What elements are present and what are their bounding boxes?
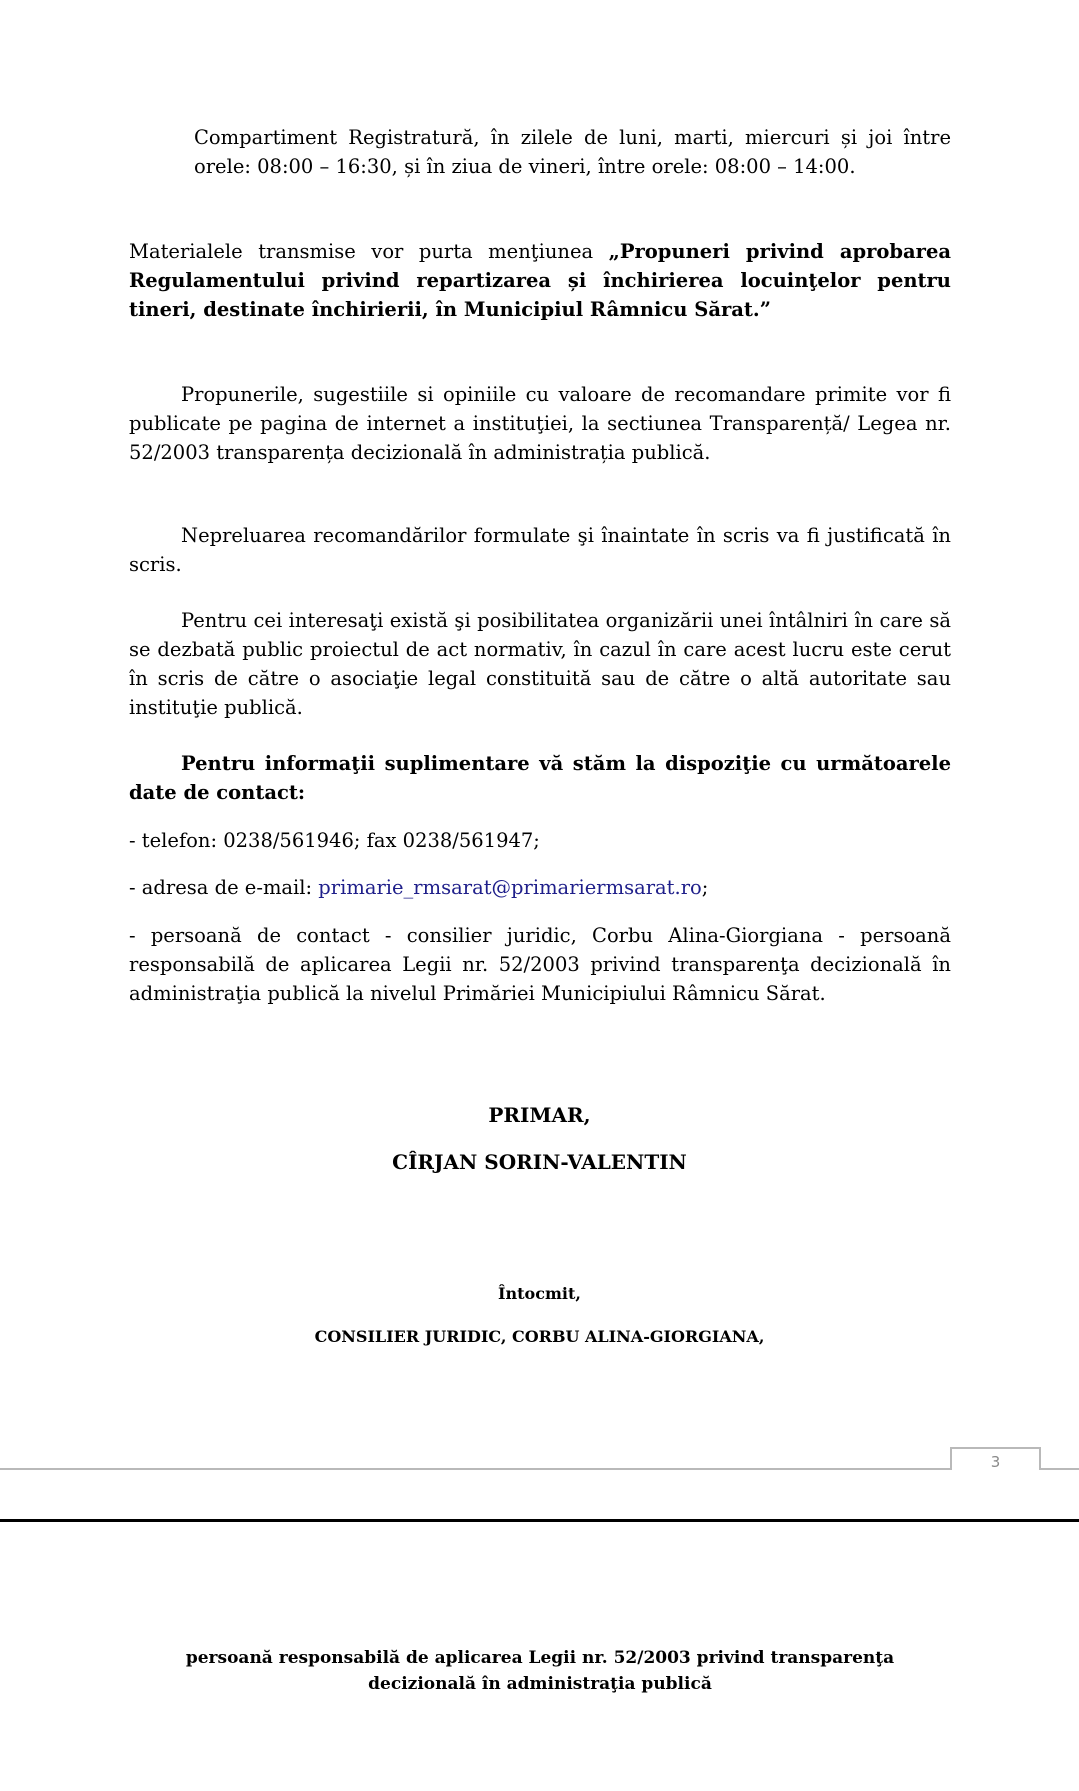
email-suffix: ; bbox=[701, 876, 709, 899]
contact-heading: Pentru informaţii suplimentare vă stăm la dispoziţie cu următoarele date de contact: bbox=[129, 752, 951, 804]
running-footer bbox=[120, 1645, 960, 1697]
footer-rule-right bbox=[1039, 1468, 1079, 1470]
registry-hours-paragraph: Compartiment Registratură, în zilele de luni, marti, miercuri și joi între orele: 08:00 – 16:30, și în ziua de vineri, între orele: 08:00 – 14:00. bbox=[194, 126, 951, 178]
prepared-by: CONSILIER JURIDIC, CORBU ALINA-GIORGIANA, bbox=[314, 1327, 765, 1346]
materials-paragraph bbox=[129, 237, 951, 324]
email-label: - adresa de e-mail: bbox=[129, 876, 319, 899]
footer-rule-left bbox=[0, 1468, 951, 1470]
page-number: 3 bbox=[950, 1447, 1041, 1470]
proposals-paragraph: Propunerile, sugestiile si opiniile cu valoare de recomandare primite vor fi publicate pe pagina de internet a instituţiei, la sectiunea Transparență/ Legea nr. 52/2003 transparența decizională în administrația publică. bbox=[129, 383, 951, 464]
page-break-rule bbox=[0, 1519, 1079, 1522]
public-meeting-paragraph: Pentru cei interesaţi există şi posibilitatea organizării unei întâlniri în care să se dezbată public proiectul de act normativ, în cazul în care acest lucru este cerut în scris de către o asociaţie legal constituită sau de către o altă autoritate sau instituţie publică. bbox=[129, 609, 951, 719]
phone-fax-line: - telefon: 0238/561946; fax 0238/561947; bbox=[129, 829, 540, 852]
non-adoption-paragraph: Nepreluarea recomandărilor formulate şi înaintate în scris va fi justificată în scris. bbox=[129, 524, 951, 576]
materials-prefix: Materialele transmise vor purta menţiunea bbox=[129, 240, 609, 263]
prepared-label: Întocmit, bbox=[498, 1284, 581, 1303]
mayor-title: PRIMAR, bbox=[488, 1103, 591, 1127]
footer-line-2: decizională în administraţia publică bbox=[368, 1674, 712, 1694]
contact-person-paragraph: - persoană de contact - consilier juridic, Corbu Alina-Giorgiana - persoană responsabilă de aplicarea Legii nr. 52/2003 privind transparenţa decizională în administraţia publică la nivelul Primăriei Municipiului Râmnicu Sărat. bbox=[129, 924, 951, 1005]
footer-line-1: persoană responsabilă de aplicarea Legii nr. 52/2003 privind transparenţa bbox=[185, 1648, 895, 1668]
mayor-name: CÎRJAN SORIN-VALENTIN bbox=[392, 1150, 687, 1174]
email-link[interactable]: primarie_rmsarat@primariermsarat.ro bbox=[318, 876, 702, 899]
email-line bbox=[129, 873, 951, 902]
materials-subject: „Propuneri privind aprobarea Regulamentului privind repartizarea și închirierea locuinţelor pentru tineri, destinate închirierii, în Municipiul Râmnicu Sărat.” bbox=[129, 240, 951, 321]
